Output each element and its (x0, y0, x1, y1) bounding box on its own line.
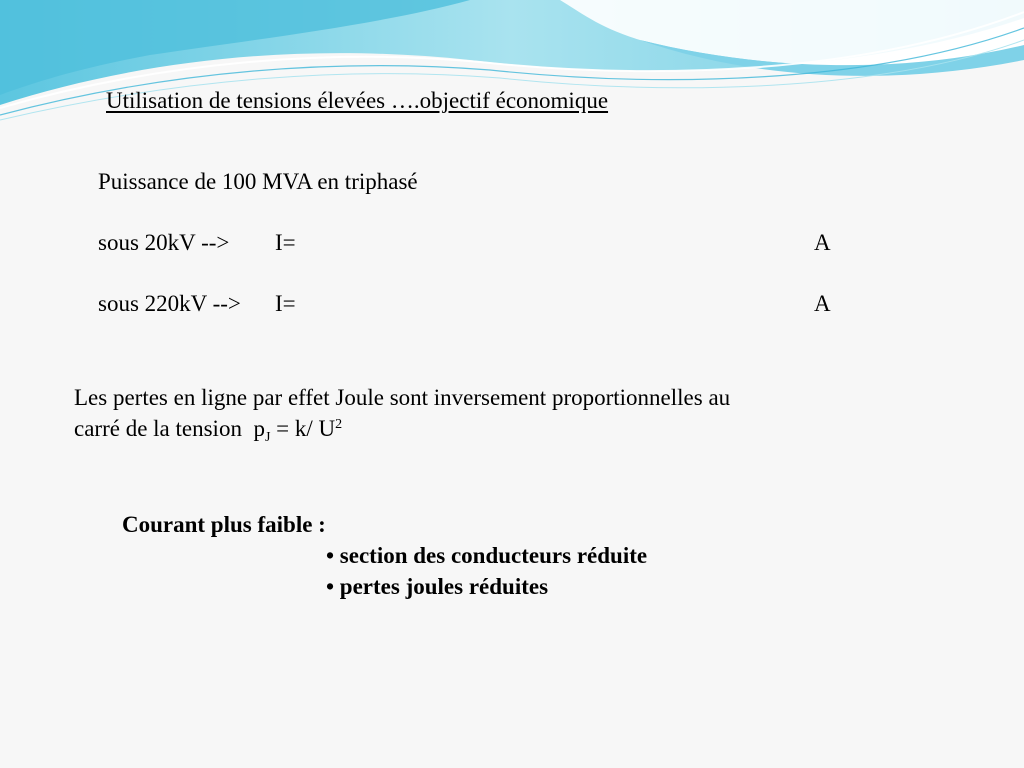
losses-line-1: Les pertes en ligne par effet Joule sont inversement proportionnelles au (74, 385, 731, 410)
conclusion-bullet-2: • pertes joules réduites (326, 574, 549, 599)
row-20kv-current: I= (275, 230, 296, 255)
row-220kv-unit: A (814, 291, 831, 316)
formula-subscript: J (264, 430, 271, 445)
formula-middle: = k/ U (270, 416, 336, 441)
row-20kv-unit: A (814, 230, 831, 255)
losses-line-2-text: carré de la tension (74, 416, 242, 441)
row-20kv-label: sous 20kV --> (98, 230, 230, 255)
row-220kv-current: I= (275, 291, 296, 316)
row-220kv-label: sous 220kV --> (98, 291, 241, 316)
conclusion-bullet-1: • section des conducteurs réduite (326, 543, 648, 568)
slide-title: Utilisation de tensions élevées ….objectif économique (106, 88, 609, 113)
formula-superscript: 2 (335, 417, 343, 432)
power-statement: Puissance de 100 MVA en triphasé (98, 169, 418, 194)
losses-line-2 (74, 413, 874, 444)
joule-losses-paragraph (74, 382, 874, 444)
formula-p: p (253, 416, 265, 441)
conclusion-heading: Courant plus faible : (122, 512, 326, 537)
